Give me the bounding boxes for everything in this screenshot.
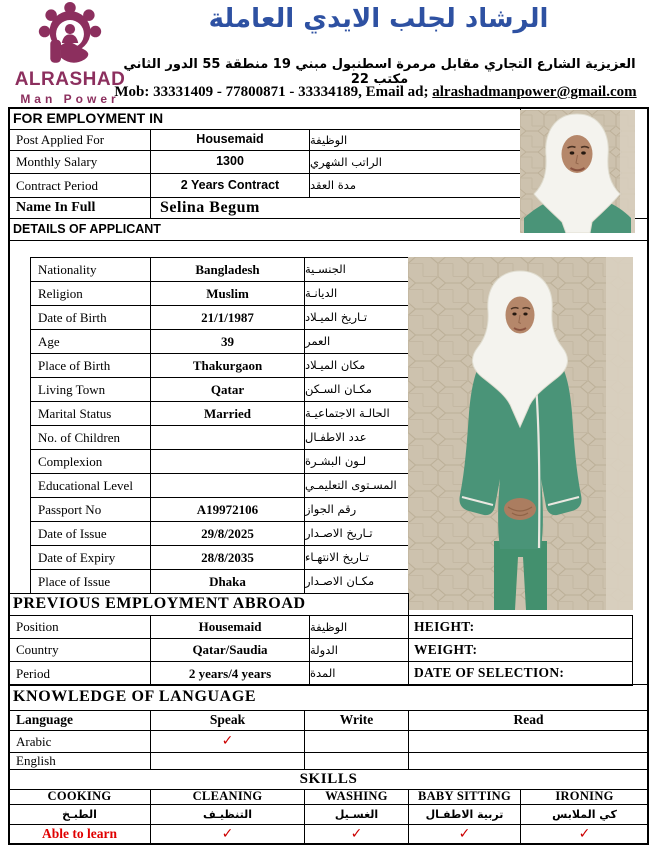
field-label: Passport No	[30, 497, 151, 522]
field-label-arabic: المدة	[309, 661, 409, 686]
weight-field: WEIGHT:	[408, 638, 633, 662]
field-label-arabic: تـاريخ الميـلاد	[304, 305, 409, 330]
field-value: 1300	[150, 150, 310, 174]
field-label: Monthly Salary	[8, 150, 151, 174]
field-label: Position	[8, 615, 151, 639]
language-row-label: Arabic	[8, 730, 151, 753]
field-label-arabic: لـون البشـرة	[304, 449, 409, 474]
field-label: Living Town	[30, 377, 151, 402]
field-label-arabic: عدد الاطفـال	[304, 425, 409, 450]
language-col-header: Language	[8, 710, 151, 731]
skill-checkmark: ✓	[304, 824, 409, 845]
skill-header: COOKING	[8, 789, 151, 805]
field-label: Place of Issue	[30, 569, 151, 594]
write-col-header: Write	[304, 710, 409, 731]
field-value	[150, 473, 305, 498]
contact-numbers: Mob: 33331409 - 77800871 - 33334189, Email ad;	[114, 84, 433, 100]
field-label-arabic: الوظيفة	[309, 129, 521, 151]
field-label: Date of Issue	[30, 521, 151, 546]
field-label: Period	[8, 661, 151, 686]
skill-mark-cooking: Able to learn	[8, 824, 151, 845]
field-label: Marital Status	[30, 401, 151, 426]
field-value: 2 years/4 years	[150, 661, 310, 686]
skill-header: WASHING	[304, 789, 409, 805]
field-label: No. of Children	[30, 425, 151, 450]
field-label-arabic: تـاريخ الانتهـاء	[304, 545, 409, 570]
field-label: Contract Period	[8, 173, 151, 198]
skill-checkmark: ✓	[408, 824, 521, 845]
skill-checkmark: ✓	[150, 824, 305, 845]
field-label: Country	[8, 638, 151, 662]
skill-header: IRONING	[520, 789, 649, 805]
section-knowledge-of-language: KNOWLEDGE OF LANGUAGE	[8, 684, 649, 711]
speak-col-header: Speak	[150, 710, 305, 731]
field-value: 21/1/1987	[150, 305, 305, 330]
skill-header-arabic: التنظيـف	[150, 804, 305, 825]
skill-checkmark: ✓	[520, 824, 649, 845]
field-label-arabic: المسـتوى التعليمـي	[304, 473, 409, 498]
field-value: Thakurgaon	[150, 353, 305, 378]
applicant-photo-small	[520, 110, 635, 233]
field-label: Date of Expiry	[30, 545, 151, 570]
field-label-arabic: مكـان السـكن	[304, 377, 409, 402]
field-value: 2 Years Contract	[150, 173, 310, 198]
page-title-arabic: الرشاد لجلب الايدي العاملة	[208, 4, 549, 34]
section-previous-employment: PREVIOUS EMPLOYMENT ABROAD	[8, 593, 409, 616]
field-label-arabic: الحالـة الاجتماعيـة	[304, 401, 409, 426]
write-checkmark	[304, 730, 409, 753]
date-of-selection-field: DATE OF SELECTION:	[408, 661, 633, 686]
skill-header: BABY SITTING	[408, 789, 521, 805]
field-value: A19972106	[150, 497, 305, 522]
logo-subtitle: Man Power	[20, 92, 120, 106]
field-value: Bangladesh	[150, 257, 305, 282]
field-value: Married	[150, 401, 305, 426]
field-label-arabic: الوظيفة	[309, 615, 409, 639]
section-skills: SKILLS	[8, 769, 649, 790]
field-label-arabic: رقم الجواز	[304, 497, 409, 522]
field-label-arabic: الديانـة	[304, 281, 409, 306]
speak-checkmark	[150, 752, 305, 770]
field-label-arabic: الراتب الشهري	[309, 150, 521, 174]
field-label-arabic: مدة العقد	[309, 173, 521, 198]
field-value: Qatar	[150, 377, 305, 402]
agency-address-arabic: العزيزية الشارع التجاري مقابل مرمرة اسطنبول مبني 19 منطقة 55 الدور الثاني مكتب 22	[123, 57, 636, 87]
field-label: Complexion	[30, 449, 151, 474]
contact-line	[100, 84, 651, 101]
manpower-logo-icon	[28, 53, 112, 70]
field-value: Housemaid	[150, 615, 310, 639]
language-row-label: English	[8, 752, 151, 770]
field-label: Date of Birth	[30, 305, 151, 330]
field-label-arabic: الدولة	[309, 638, 409, 662]
field-value: Muslim	[150, 281, 305, 306]
skill-header-arabic: الطبـخ	[8, 804, 151, 825]
skill-header-arabic: تربية الاطفـال	[408, 804, 521, 825]
field-value: Qatar/Saudia	[150, 638, 310, 662]
applicant-photo-full	[408, 257, 633, 610]
skill-header-arabic: كي الملابس	[520, 804, 649, 825]
height-field: HEIGHT:	[408, 615, 633, 639]
field-label: Educational Level	[30, 473, 151, 498]
name-value: Selina Begum	[150, 197, 521, 219]
name-label: Name In Full	[8, 197, 151, 219]
logo-name: ALRASHAD	[14, 69, 126, 90]
write-checkmark	[304, 752, 409, 770]
field-value	[150, 425, 305, 450]
field-value: 39	[150, 329, 305, 354]
field-label: Religion	[30, 281, 151, 306]
read-col-header: Read	[408, 710, 649, 731]
field-label-arabic: العمر	[304, 329, 409, 354]
speak-checkmark: ✓	[150, 730, 305, 753]
email-link[interactable]: alrashadmanpower@gmail.com	[432, 84, 637, 100]
read-checkmark	[408, 730, 649, 753]
field-label-arabic: مكـان الاصـدار	[304, 569, 409, 594]
field-value: 29/8/2025	[150, 521, 305, 546]
section-for-employment: FOR EMPLOYMENT IN	[8, 107, 521, 130]
field-value: Dhaka	[150, 569, 305, 594]
read-checkmark	[408, 752, 649, 770]
skill-header-arabic: الغسـيل	[304, 804, 409, 825]
field-value: Housemaid	[150, 129, 310, 151]
field-label: Post Applied For	[8, 129, 151, 151]
field-value	[150, 449, 305, 474]
field-label: Nationality	[30, 257, 151, 282]
field-label-arabic: مكان الميـلاد	[304, 353, 409, 378]
field-label-arabic: الجنسـية	[304, 257, 409, 282]
field-label: Place of Birth	[30, 353, 151, 378]
field-label: Age	[30, 329, 151, 354]
field-value: 28/8/2035	[150, 545, 305, 570]
skill-header: CLEANING	[150, 789, 305, 805]
section-details-of-applicant: DETAILS OF APPLICANT	[8, 218, 649, 241]
field-label-arabic: تـاريخ الاصـدار	[304, 521, 409, 546]
